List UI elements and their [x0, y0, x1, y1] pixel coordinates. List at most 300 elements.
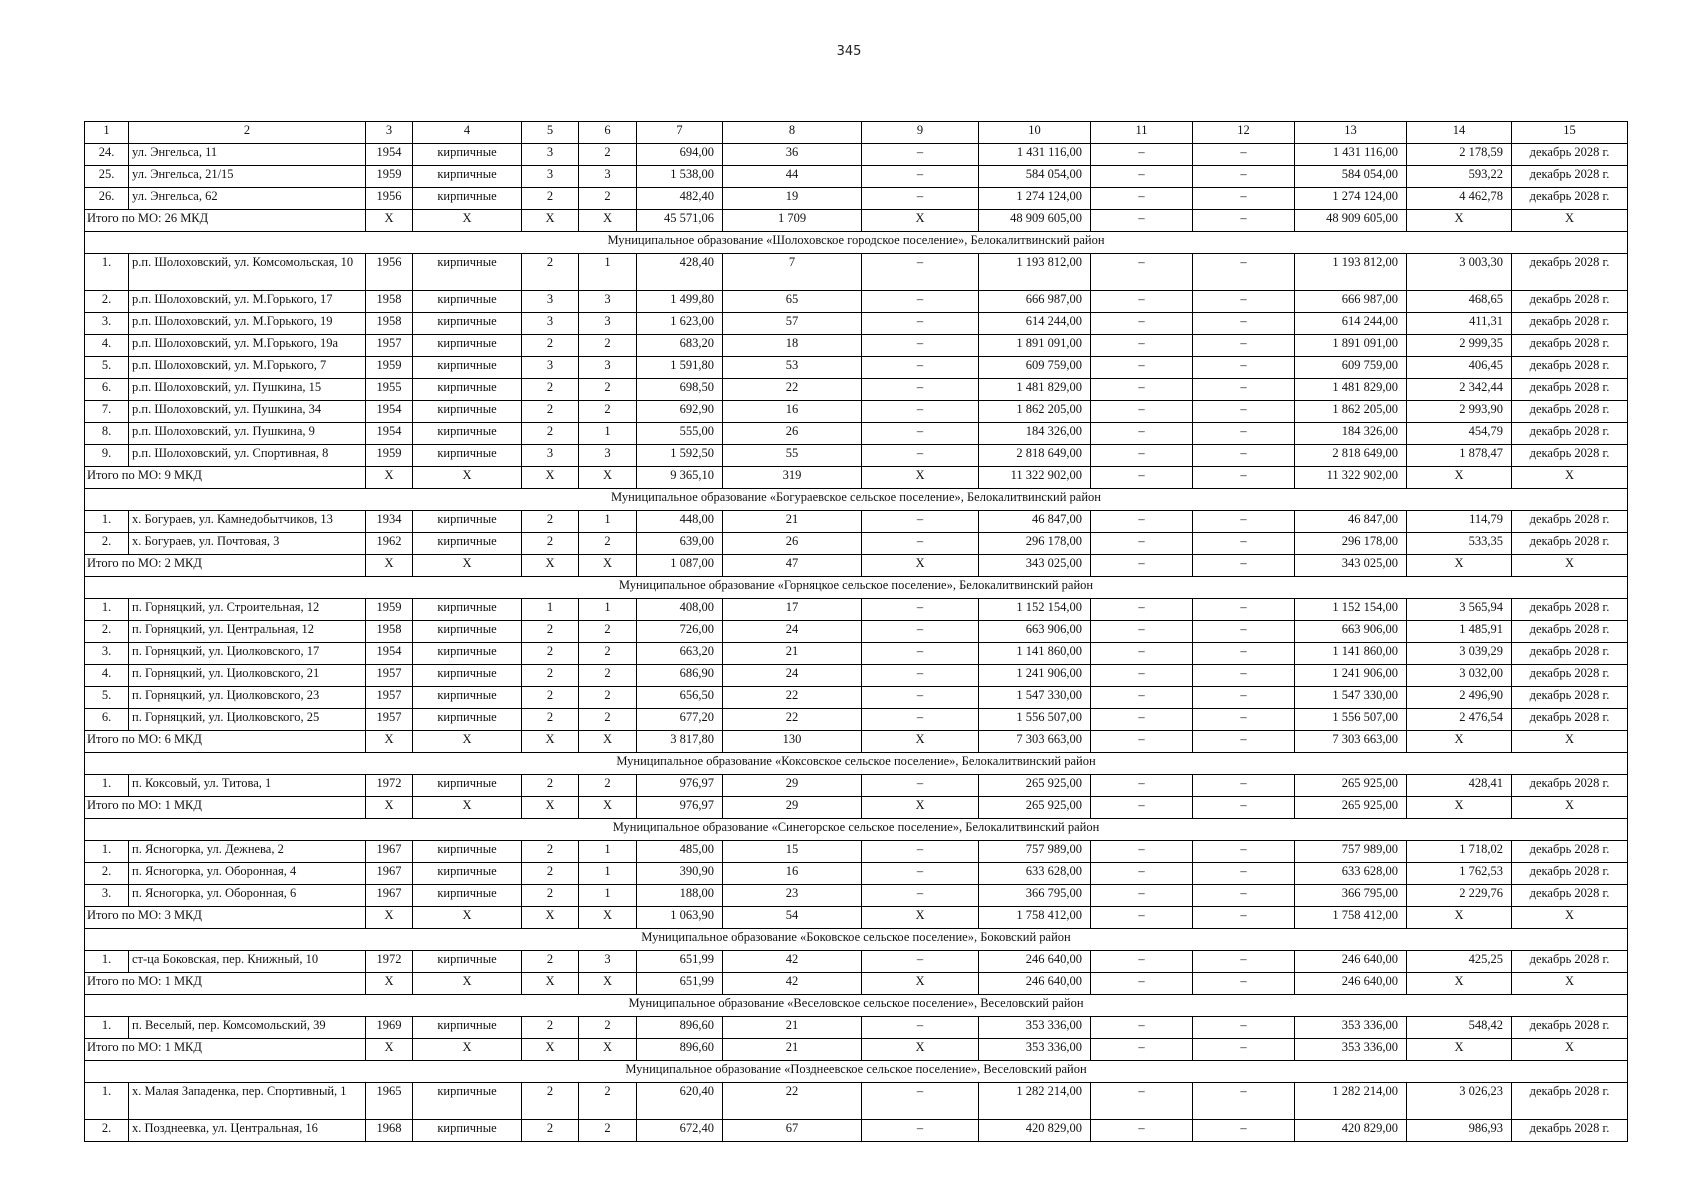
- table-cell: –: [1193, 335, 1295, 357]
- table-cell: –: [862, 863, 979, 885]
- table-cell: х. Малая Западенка, пер. Спортивный, 1: [129, 1083, 366, 1120]
- table-cell: 1954: [366, 643, 413, 665]
- table-cell: 1934: [366, 511, 413, 533]
- table-cell: 4 462,78: [1407, 188, 1512, 210]
- table-cell: 18: [723, 335, 862, 357]
- table-cell: –: [1193, 775, 1295, 797]
- table-cell: 1 538,00: [637, 166, 723, 188]
- table-cell: 1 709: [723, 210, 862, 232]
- table-cell: –: [1193, 797, 1295, 819]
- table-cell: 48 909 605,00: [1295, 210, 1407, 232]
- table-cell: X: [413, 731, 522, 753]
- total-row: [85, 1039, 1628, 1061]
- table-cell: X: [413, 555, 522, 577]
- section-title: Муниципальное образование «Коксовское сельское поселение», Белокалитвинский район: [85, 753, 1628, 775]
- table-cell: 663 906,00: [1295, 621, 1407, 643]
- table-cell: 2: [579, 335, 637, 357]
- table-cell: кирпичные: [413, 863, 522, 885]
- table-cell: 353 336,00: [1295, 1017, 1407, 1039]
- table-cell: –: [1193, 951, 1295, 973]
- table-cell: –: [862, 511, 979, 533]
- table-cell: кирпичные: [413, 291, 522, 313]
- table-cell: 7 303 663,00: [1295, 731, 1407, 753]
- table-cell: кирпичные: [413, 599, 522, 621]
- table-cell: 2 342,44: [1407, 379, 1512, 401]
- table-cell: 3 817,80: [637, 731, 723, 753]
- table-cell: п. Горняцкий, ул. Циолковского, 17: [129, 643, 366, 665]
- table-cell: кирпичные: [413, 511, 522, 533]
- header-cell: 1: [85, 122, 129, 144]
- table-cell: 21: [723, 511, 862, 533]
- table-cell: –: [862, 188, 979, 210]
- total-label: Итого по МО: 26 МКД: [85, 210, 366, 232]
- table-cell: –: [1091, 423, 1193, 445]
- table-cell: 976,97: [637, 775, 723, 797]
- table-cell: 296 178,00: [979, 533, 1091, 555]
- table-cell: 3.: [85, 885, 129, 907]
- table-cell: 24: [723, 621, 862, 643]
- table-cell: X: [366, 907, 413, 929]
- table-cell: 2: [522, 665, 579, 687]
- table-cell: 2.: [85, 621, 129, 643]
- table-cell: декабрь 2028 г.: [1512, 621, 1628, 643]
- table-cell: 2: [522, 335, 579, 357]
- table-cell: 633 628,00: [979, 863, 1091, 885]
- table-cell: 1 547 330,00: [1295, 687, 1407, 709]
- table-cell: 22: [723, 709, 862, 731]
- table-cell: п. Горняцкий, ул. Циолковского, 25: [129, 709, 366, 731]
- table-cell: 1 758 412,00: [979, 907, 1091, 929]
- table-cell: 265 925,00: [1295, 797, 1407, 819]
- table-cell: 22: [723, 379, 862, 401]
- table-cell: X: [366, 210, 413, 232]
- table-cell: 1 762,53: [1407, 863, 1512, 885]
- table-cell: 1954: [366, 401, 413, 423]
- table-cell: 1 274 124,00: [1295, 188, 1407, 210]
- table-cell: кирпичные: [413, 643, 522, 665]
- table-cell: 24: [723, 665, 862, 687]
- table-cell: 1.: [85, 775, 129, 797]
- section-title: Муниципальное образование «Синегорское сельское поселение», Белокалитвинский район: [85, 819, 1628, 841]
- table-cell: 651,99: [637, 973, 723, 995]
- table-cell: 3: [579, 166, 637, 188]
- section-header-row: [85, 819, 1628, 841]
- table-cell: 21: [723, 643, 862, 665]
- section-title: Муниципальное образование «Боковское сельское поселение», Боковский район: [85, 929, 1628, 951]
- table-cell: 22: [723, 687, 862, 709]
- table-cell: ул. Энгельса, 11: [129, 144, 366, 166]
- table-cell: 408,00: [637, 599, 723, 621]
- table-cell: X: [579, 907, 637, 929]
- table-cell: –: [1091, 709, 1193, 731]
- table-cell: 1957: [366, 335, 413, 357]
- table-cell: –: [1091, 313, 1193, 335]
- table-cell: 11 322 902,00: [979, 467, 1091, 489]
- table-cell: 1957: [366, 665, 413, 687]
- table-cell: 757 989,00: [1295, 841, 1407, 863]
- section-header-row: [85, 489, 1628, 511]
- table-cell: X: [413, 797, 522, 819]
- table-cell: –: [1091, 621, 1193, 643]
- table-cell: декабрь 2028 г.: [1512, 423, 1628, 445]
- table-row: [85, 665, 1628, 687]
- table-cell: 1: [579, 863, 637, 885]
- table-cell: 2: [579, 665, 637, 687]
- table-cell: 1 623,00: [637, 313, 723, 335]
- table-cell: X: [1512, 467, 1628, 489]
- table-cell: 57: [723, 313, 862, 335]
- table-cell: X: [579, 555, 637, 577]
- table-cell: 53: [723, 357, 862, 379]
- table-cell: 896,60: [637, 1039, 723, 1061]
- table-cell: X: [1512, 907, 1628, 929]
- total-row: [85, 973, 1628, 995]
- header-cell: 12: [1193, 122, 1295, 144]
- section-header-row: [85, 1061, 1628, 1083]
- table-cell: 1972: [366, 951, 413, 973]
- table-cell: 420 829,00: [979, 1120, 1091, 1142]
- table-cell: X: [522, 731, 579, 753]
- table-cell: X: [1512, 1039, 1628, 1061]
- table-cell: 663 906,00: [979, 621, 1091, 643]
- table-cell: 184 326,00: [1295, 423, 1407, 445]
- table-cell: –: [1091, 665, 1193, 687]
- table-cell: –: [1091, 254, 1193, 291]
- table-cell: X: [1407, 731, 1512, 753]
- table-row: [85, 357, 1628, 379]
- table-cell: –: [862, 144, 979, 166]
- table-cell: 1955: [366, 379, 413, 401]
- table-row: [85, 188, 1628, 210]
- table-cell: –: [1091, 885, 1193, 907]
- table-cell: 3: [522, 144, 579, 166]
- table-cell: 420 829,00: [1295, 1120, 1407, 1142]
- table-cell: –: [1091, 1083, 1193, 1120]
- table-cell: 1 591,80: [637, 357, 723, 379]
- table-cell: ул. Энгельса, 21/15: [129, 166, 366, 188]
- table-cell: 9.: [85, 445, 129, 467]
- table-row: [85, 445, 1628, 467]
- table-cell: 1956: [366, 188, 413, 210]
- table-cell: 1958: [366, 621, 413, 643]
- table-cell: –: [1193, 863, 1295, 885]
- table-cell: 2: [522, 687, 579, 709]
- table-cell: декабрь 2028 г.: [1512, 1017, 1628, 1039]
- table-cell: 6.: [85, 709, 129, 731]
- table-cell: 633 628,00: [1295, 863, 1407, 885]
- table-cell: 1959: [366, 357, 413, 379]
- table-cell: –: [1091, 467, 1193, 489]
- table-cell: –: [1091, 555, 1193, 577]
- table-cell: –: [1193, 1120, 1295, 1142]
- table-cell: –: [1193, 731, 1295, 753]
- table-cell: 2 229,76: [1407, 885, 1512, 907]
- table-cell: 3 026,23: [1407, 1083, 1512, 1120]
- table-cell: 2: [579, 709, 637, 731]
- header-cell: 7: [637, 122, 723, 144]
- table-cell: –: [862, 775, 979, 797]
- table-cell: 1962: [366, 533, 413, 555]
- table-cell: 1959: [366, 445, 413, 467]
- table-cell: –: [1193, 166, 1295, 188]
- table-cell: X: [413, 907, 522, 929]
- total-row: [85, 210, 1628, 232]
- table-row: [85, 621, 1628, 643]
- table-cell: п. Ясногорка, ул. Дежнева, 2: [129, 841, 366, 863]
- table-cell: 1 556 507,00: [979, 709, 1091, 731]
- table-cell: –: [862, 709, 979, 731]
- table-cell: 482,40: [637, 188, 723, 210]
- table-cell: кирпичные: [413, 709, 522, 731]
- table-cell: 2: [522, 1120, 579, 1142]
- table-cell: –: [862, 951, 979, 973]
- table-cell: декабрь 2028 г.: [1512, 166, 1628, 188]
- table-cell: 1: [579, 254, 637, 291]
- table-cell: X: [366, 467, 413, 489]
- table-cell: 3.: [85, 313, 129, 335]
- table-cell: 114,79: [1407, 511, 1512, 533]
- table-cell: р.п. Шолоховский, ул. М.Горького, 17: [129, 291, 366, 313]
- table-cell: 1954: [366, 144, 413, 166]
- table-cell: –: [1091, 599, 1193, 621]
- table-cell: 1 193 812,00: [1295, 254, 1407, 291]
- table-cell: 2: [522, 643, 579, 665]
- total-row: [85, 731, 1628, 753]
- table-cell: декабрь 2028 г.: [1512, 291, 1628, 313]
- table-cell: 1 481 829,00: [979, 379, 1091, 401]
- table-row: [85, 1120, 1628, 1142]
- table-cell: 2: [522, 401, 579, 423]
- table-cell: X: [1407, 555, 1512, 577]
- table-cell: кирпичные: [413, 1017, 522, 1039]
- table-cell: кирпичные: [413, 144, 522, 166]
- table-cell: 584 054,00: [1295, 166, 1407, 188]
- table-cell: 3 039,29: [1407, 643, 1512, 665]
- table-cell: –: [1091, 166, 1193, 188]
- table-cell: 1: [579, 841, 637, 863]
- table-cell: 548,42: [1407, 1017, 1512, 1039]
- table-cell: –: [862, 1083, 979, 1120]
- table-cell: X: [1512, 973, 1628, 995]
- table-cell: 2 496,90: [1407, 687, 1512, 709]
- table-cell: 1969: [366, 1017, 413, 1039]
- table-cell: 21: [723, 1017, 862, 1039]
- table-cell: X: [862, 555, 979, 577]
- table-cell: 639,00: [637, 533, 723, 555]
- table-cell: 1967: [366, 841, 413, 863]
- table-cell: 2: [522, 533, 579, 555]
- table-row: [85, 951, 1628, 973]
- table-cell: –: [1091, 188, 1193, 210]
- table-cell: 46 847,00: [979, 511, 1091, 533]
- table-cell: X: [522, 1039, 579, 1061]
- table-cell: ул. Энгельса, 62: [129, 188, 366, 210]
- table-cell: 609 759,00: [1295, 357, 1407, 379]
- header-cell: 14: [1407, 122, 1512, 144]
- table-cell: 3 565,94: [1407, 599, 1512, 621]
- table-cell: 555,00: [637, 423, 723, 445]
- table-row: [85, 166, 1628, 188]
- section-header-row: [85, 232, 1628, 254]
- table-cell: 3: [522, 166, 579, 188]
- table-cell: 3: [579, 291, 637, 313]
- table-cell: 896,60: [637, 1017, 723, 1039]
- table-cell: 663,20: [637, 643, 723, 665]
- table-cell: 2: [522, 863, 579, 885]
- table-cell: 2: [522, 775, 579, 797]
- table-cell: декабрь 2028 г.: [1512, 1083, 1628, 1120]
- table-cell: X: [522, 797, 579, 819]
- table-cell: 1 556 507,00: [1295, 709, 1407, 731]
- table-cell: X: [579, 973, 637, 995]
- table-row: [85, 775, 1628, 797]
- table-cell: кирпичные: [413, 166, 522, 188]
- table-cell: 2 993,90: [1407, 401, 1512, 423]
- table-cell: –: [862, 621, 979, 643]
- table-cell: –: [862, 599, 979, 621]
- table-cell: –: [1193, 1017, 1295, 1039]
- table-cell: –: [1091, 775, 1193, 797]
- table-cell: 1.: [85, 254, 129, 291]
- table-cell: 1 152 154,00: [1295, 599, 1407, 621]
- table-cell: 1 862 205,00: [979, 401, 1091, 423]
- table-cell: декабрь 2028 г.: [1512, 841, 1628, 863]
- table-cell: –: [1091, 210, 1193, 232]
- table-cell: 2: [579, 621, 637, 643]
- table-cell: 1958: [366, 291, 413, 313]
- table-cell: 2: [579, 643, 637, 665]
- table-cell: –: [1193, 144, 1295, 166]
- header-cell: 8: [723, 122, 862, 144]
- table-cell: кирпичные: [413, 445, 522, 467]
- table-cell: 1 282 214,00: [979, 1083, 1091, 1120]
- table-cell: кирпичные: [413, 775, 522, 797]
- table-cell: п. Горняцкий, ул. Циолковского, 21: [129, 665, 366, 687]
- table-cell: 698,50: [637, 379, 723, 401]
- table-row: [85, 885, 1628, 907]
- table-cell: 390,90: [637, 863, 723, 885]
- header-cell: 9: [862, 122, 979, 144]
- table-cell: 1 274 124,00: [979, 188, 1091, 210]
- header-cell: 10: [979, 122, 1091, 144]
- total-label: Итого по МО: 3 МКД: [85, 907, 366, 929]
- table-cell: –: [1193, 555, 1295, 577]
- table-cell: –: [1193, 533, 1295, 555]
- table-cell: 726,00: [637, 621, 723, 643]
- table-cell: –: [1091, 401, 1193, 423]
- total-label: Итого по МО: 1 МКД: [85, 1039, 366, 1061]
- table-cell: 3: [522, 291, 579, 313]
- table-cell: X: [1512, 731, 1628, 753]
- table-cell: 16: [723, 863, 862, 885]
- housing-table: [84, 121, 1628, 1142]
- table-cell: 2: [579, 379, 637, 401]
- table-cell: –: [1091, 1120, 1193, 1142]
- table-cell: –: [1091, 357, 1193, 379]
- table-cell: декабрь 2028 г.: [1512, 357, 1628, 379]
- table-cell: 614 244,00: [1295, 313, 1407, 335]
- table-cell: –: [862, 379, 979, 401]
- total-row: [85, 797, 1628, 819]
- table-row: [85, 335, 1628, 357]
- table-cell: X: [413, 973, 522, 995]
- total-label: Итого по МО: 1 МКД: [85, 797, 366, 819]
- table-cell: X: [522, 907, 579, 929]
- table-cell: 1 592,50: [637, 445, 723, 467]
- table-cell: 29: [723, 797, 862, 819]
- table-cell: 2.: [85, 863, 129, 885]
- table-cell: 2.: [85, 533, 129, 555]
- table-cell: –: [1193, 210, 1295, 232]
- table-row: [85, 401, 1628, 423]
- table-cell: 454,79: [1407, 423, 1512, 445]
- table-cell: 8.: [85, 423, 129, 445]
- table-row: [85, 291, 1628, 313]
- table-cell: 1 891 091,00: [1295, 335, 1407, 357]
- table-cell: 1968: [366, 1120, 413, 1142]
- table-cell: –: [1091, 533, 1193, 555]
- table-cell: X: [366, 1039, 413, 1061]
- table-cell: X: [413, 1039, 522, 1061]
- table-cell: X: [579, 467, 637, 489]
- table-cell: 1 241 906,00: [1295, 665, 1407, 687]
- total-row: [85, 907, 1628, 929]
- table-cell: 2: [522, 511, 579, 533]
- table-cell: 2: [522, 709, 579, 731]
- table-cell: 1.: [85, 951, 129, 973]
- table-cell: –: [1091, 379, 1193, 401]
- table-cell: 2: [579, 144, 637, 166]
- table-cell: 2.: [85, 291, 129, 313]
- table-cell: 1967: [366, 885, 413, 907]
- table-cell: –: [1193, 291, 1295, 313]
- table-cell: 1.: [85, 1017, 129, 1039]
- total-label: Итого по МО: 1 МКД: [85, 973, 366, 995]
- table-cell: X: [579, 210, 637, 232]
- table-cell: декабрь 2028 г.: [1512, 401, 1628, 423]
- table-cell: 246 640,00: [1295, 973, 1407, 995]
- table-cell: X: [579, 1039, 637, 1061]
- table-row: [85, 511, 1628, 533]
- table-cell: р.п. Шолоховский, ул. М.Горького, 7: [129, 357, 366, 379]
- table-cell: 1 891 091,00: [979, 335, 1091, 357]
- table-cell: –: [1193, 643, 1295, 665]
- table-cell: 757 989,00: [979, 841, 1091, 863]
- table-cell: кирпичные: [413, 1083, 522, 1120]
- table-cell: 2: [522, 621, 579, 643]
- table-cell: –: [862, 445, 979, 467]
- table-cell: 2: [522, 951, 579, 973]
- table-cell: 265 925,00: [979, 775, 1091, 797]
- table-cell: –: [1091, 731, 1193, 753]
- table-cell: п. Горняцкий, ул. Строительная, 12: [129, 599, 366, 621]
- header-cell: 4: [413, 122, 522, 144]
- table-cell: 22: [723, 1083, 862, 1120]
- table-cell: 3: [522, 357, 579, 379]
- table-cell: X: [1512, 555, 1628, 577]
- header-cell: 15: [1512, 122, 1628, 144]
- table-cell: х. Богураев, ул. Камнедобытчиков, 13: [129, 511, 366, 533]
- table-cell: декабрь 2028 г.: [1512, 951, 1628, 973]
- table-cell: 1 193 812,00: [979, 254, 1091, 291]
- table-cell: 448,00: [637, 511, 723, 533]
- table-cell: 246 640,00: [979, 951, 1091, 973]
- table-cell: 609 759,00: [979, 357, 1091, 379]
- table-cell: 3: [579, 357, 637, 379]
- table-cell: 5.: [85, 687, 129, 709]
- table-cell: 343 025,00: [979, 555, 1091, 577]
- table-cell: 593,22: [1407, 166, 1512, 188]
